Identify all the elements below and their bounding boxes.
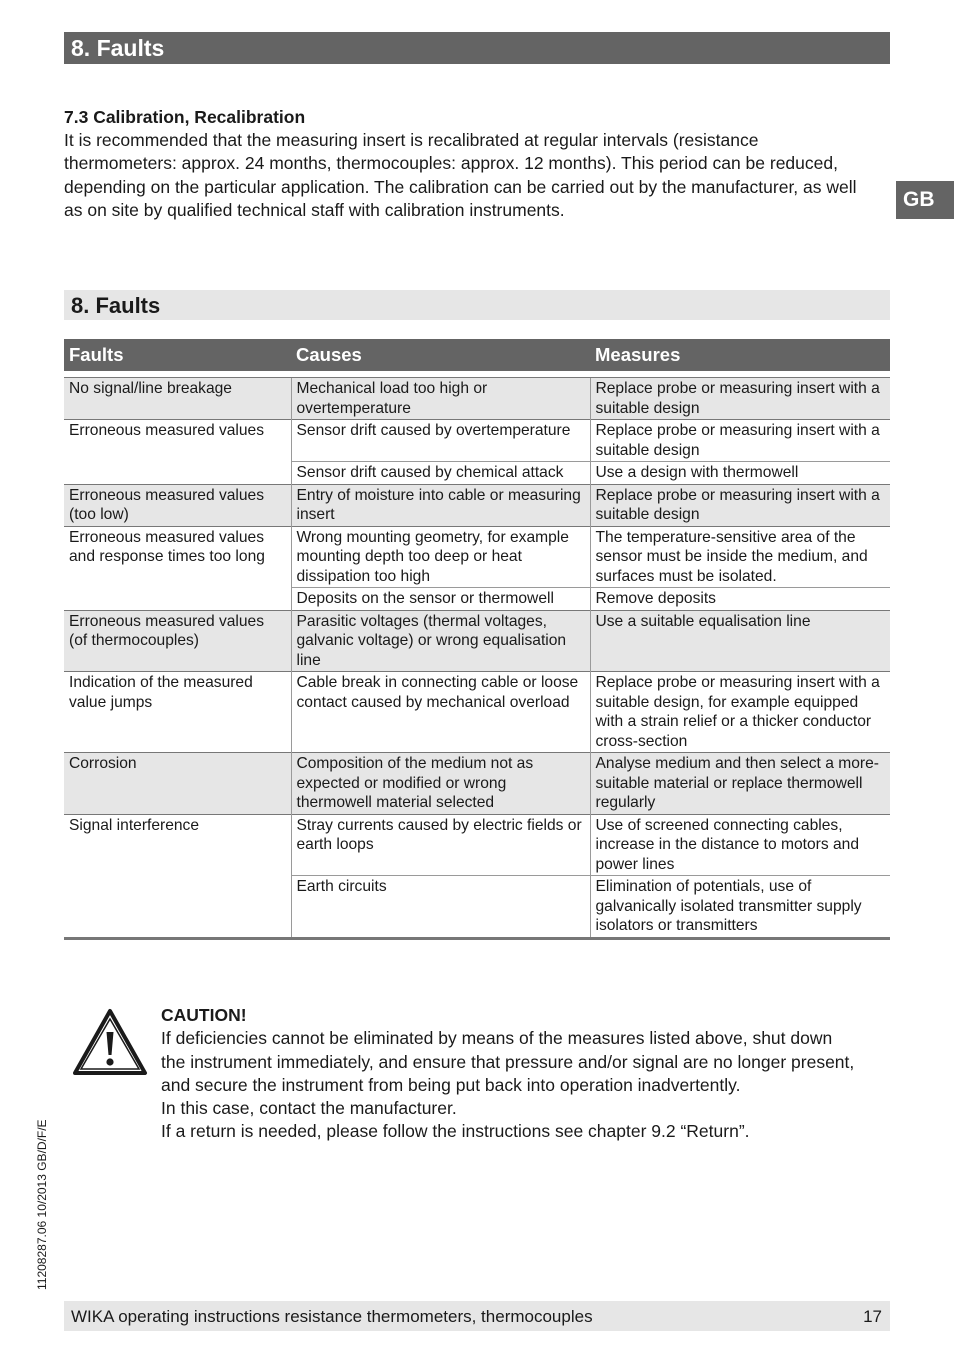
measure-cell: Remove deposits <box>590 588 890 611</box>
fault-cell: Erroneous measured values <box>64 420 291 485</box>
page-footer <box>64 1301 890 1331</box>
measure-cell: Analyse medium and then select a more-suitable material or replace thermowell regularly <box>590 753 890 815</box>
table-header-row <box>64 339 890 371</box>
caution-title: CAUTION! <box>161 1005 247 1025</box>
faults-section-heading: 8. Faults <box>64 290 890 320</box>
fault-cell: Erroneous measured values and response times too long <box>64 526 291 610</box>
measure-cell: Replace probe or measuring insert with a suitable design <box>590 484 890 526</box>
cause-cell: Sensor drift caused by chemical attack <box>291 462 590 485</box>
page-number: 17 <box>863 1307 882 1326</box>
fault-cell: Erroneous measured values (of thermocouples) <box>64 610 291 672</box>
measure-cell: Use a design with thermowell <box>590 462 890 485</box>
measure-cell: Replace probe or measuring insert with a suitable design <box>590 420 890 462</box>
fault-cell: Erroneous measured values (too low) <box>64 484 291 526</box>
warning-triangle-icon <box>72 1008 148 1076</box>
table-row <box>64 610 890 672</box>
measure-cell: Use a suitable equalisation line <box>590 610 890 672</box>
fault-cell: Corrosion <box>64 753 291 815</box>
cause-cell: Earth circuits <box>291 876 590 939</box>
column-header-measures: Measures <box>590 339 890 371</box>
page-header-bar: 8. Faults <box>64 32 890 64</box>
calibration-heading: 7.3 Calibration, Recalibration <box>64 107 306 127</box>
cause-cell: Stray currents caused by electric fields or earth loops <box>291 814 590 876</box>
table-row <box>64 526 890 588</box>
cause-cell: Parasitic voltages (thermal voltages, galvanic voltage) or wrong equalisation line <box>291 610 590 672</box>
faults-table <box>64 339 890 940</box>
calibration-text: It is recommended that the measuring insert is recalibrated at regular intervals (resistance thermometers: approx. 24 months, thermocouples: approx. 12 months). This period can be reduced, depending on the particular application. The calibration can be carried out by the manufacturer, as well as on site by qualified technical staff with calibration instruments. <box>64 130 857 220</box>
cause-cell: Deposits on the sensor or thermowell <box>291 588 590 611</box>
table-row <box>64 753 890 815</box>
table-row <box>64 420 890 462</box>
cause-cell: Wrong mounting geometry, for example mounting depth too deep or heat dissipation too high <box>291 526 590 588</box>
table-row <box>64 672 890 753</box>
table-row <box>64 378 890 420</box>
language-tab[interactable]: GB <box>896 181 954 219</box>
caution-contact-text: In this case, contact the manufacturer. <box>161 1098 457 1119</box>
measure-cell: Replace probe or measuring insert with a suitable design <box>590 378 890 420</box>
fault-cell: Signal interference <box>64 814 291 938</box>
measure-cell: The temperature-sensitive area of the sensor must be inside the medium, and surfaces must be isolated. <box>590 526 890 588</box>
cause-cell: Composition of the medium not as expected or modified or wrong thermowell material selected <box>291 753 590 815</box>
footer-text: WIKA operating instructions resistance thermometers, thermocouples <box>71 1307 593 1326</box>
measure-cell: Use of screened connecting cables, increase in the distance to motors and power lines <box>590 814 890 876</box>
measure-cell: Replace probe or measuring insert with a suitable design, for example equipped with a strain relief or a thicker conductor cross-section <box>590 672 890 753</box>
table-row <box>64 484 890 526</box>
cause-cell: Entry of moisture into cable or measuring insert <box>291 484 590 526</box>
document-number: 11208287.06 10/2013 GB/D/F/E <box>35 1119 49 1290</box>
caution-text: If deficiencies cannot be eliminated by means of the measures listed above, shut down the instrument immediately, and ensure that pressure and/or signal are no longer present, and secure the instrument from being put back into operation inadvertently. <box>161 1028 855 1095</box>
measure-cell: Elimination of potentials, use of galvanically isolated transmitter supply isolators or transmitters <box>590 876 890 939</box>
cause-cell: Sensor drift caused by overtemperature <box>291 420 590 462</box>
column-header-faults: Faults <box>64 339 291 371</box>
cause-cell: Mechanical load too high or overtemperature <box>291 378 590 420</box>
cause-cell: Cable break in connecting cable or loose contact caused by mechanical overload <box>291 672 590 753</box>
caution-notice <box>161 1004 861 1144</box>
column-header-causes: Causes <box>291 339 590 371</box>
table-row <box>64 814 890 876</box>
caution-return-text: If a return is needed, please follow the instructions see chapter 9.2 “Return”. <box>161 1121 750 1142</box>
fault-cell: No signal/line breakage <box>64 378 291 420</box>
fault-cell: Indication of the measured value jumps <box>64 672 291 753</box>
